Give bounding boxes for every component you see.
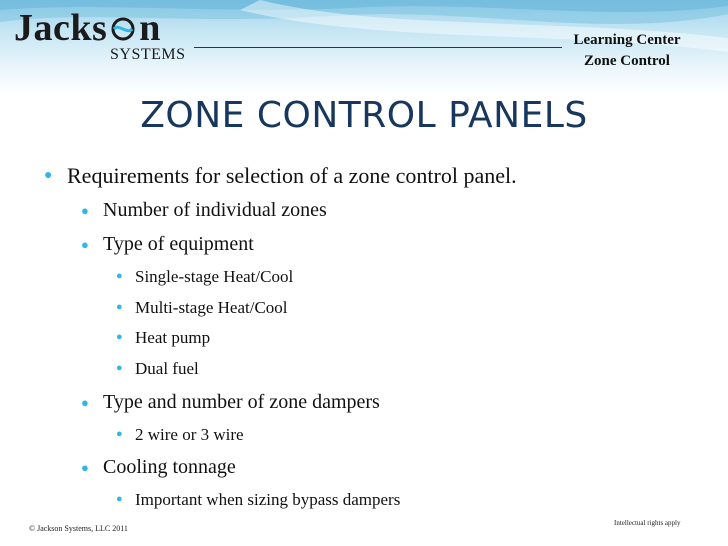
bullet-text: Important when sizing bypass dampers [135, 490, 401, 509]
bullet-text: Heat pump [135, 328, 211, 347]
copyright-footer: © Jackson Systems, LLC 2011 [29, 524, 128, 533]
bullet-icon: ● [81, 460, 89, 475]
header-rule [194, 47, 562, 48]
bullet-text: 2 wire or 3 wire [135, 425, 244, 444]
bullet-icon: ● [81, 395, 89, 410]
bullet-text: Type and number of zone dampers [103, 391, 380, 413]
bullet-item-requirements [44, 163, 517, 189]
bullet-icon: ● [44, 168, 53, 183]
bullet-icon: ● [116, 331, 123, 343]
center-line-1: Learning Center [573, 32, 681, 48]
learning-center-tag [560, 30, 694, 72]
logo-text-end: n [139, 7, 161, 49]
slide-title: ZONE CONTROL PANELS [140, 95, 588, 136]
header-banner [0, 0, 728, 95]
logo-text-start: Jacks [14, 7, 108, 49]
bullet-item-dampers [81, 391, 380, 414]
bullet-item-multi-stage [116, 298, 288, 318]
bullet-item-dual-fuel [116, 359, 199, 379]
bullet-item-zones [81, 199, 327, 222]
bullet-icon: ● [81, 203, 89, 218]
bullet-item-single-stage [116, 267, 294, 287]
bullet-text: Number of individual zones [103, 199, 327, 221]
bullet-icon: ● [81, 237, 89, 252]
bullet-text: Type of equipment [103, 233, 254, 255]
bullet-item-heat-pump [116, 328, 211, 348]
bullet-text: Multi-stage Heat/Cool [135, 298, 288, 317]
company-logo [14, 6, 186, 63]
bullet-icon: ● [116, 493, 123, 505]
logo-subtitle: SYSTEMS [110, 46, 186, 63]
logo-swirl-icon [108, 13, 138, 43]
bullet-icon: ● [116, 301, 123, 313]
bullet-text: Dual fuel [135, 359, 199, 378]
bullet-text: Cooling tonnage [103, 456, 236, 478]
center-line-2: Zone Control [584, 53, 670, 69]
bullet-text: Single-stage Heat/Cool [135, 267, 294, 286]
bullet-text: Requirements for selection of a zone control panel. [67, 163, 517, 188]
bullet-icon: ● [116, 362, 123, 374]
rights-footer: Intellectual rights apply [614, 519, 681, 527]
bullet-icon: ● [116, 428, 123, 440]
bullet-icon: ● [116, 270, 123, 282]
bullet-item-equipment [81, 233, 254, 256]
bullet-item-wire [116, 425, 244, 445]
bullet-item-bypass [116, 490, 401, 510]
bullet-item-tonnage [81, 456, 236, 479]
